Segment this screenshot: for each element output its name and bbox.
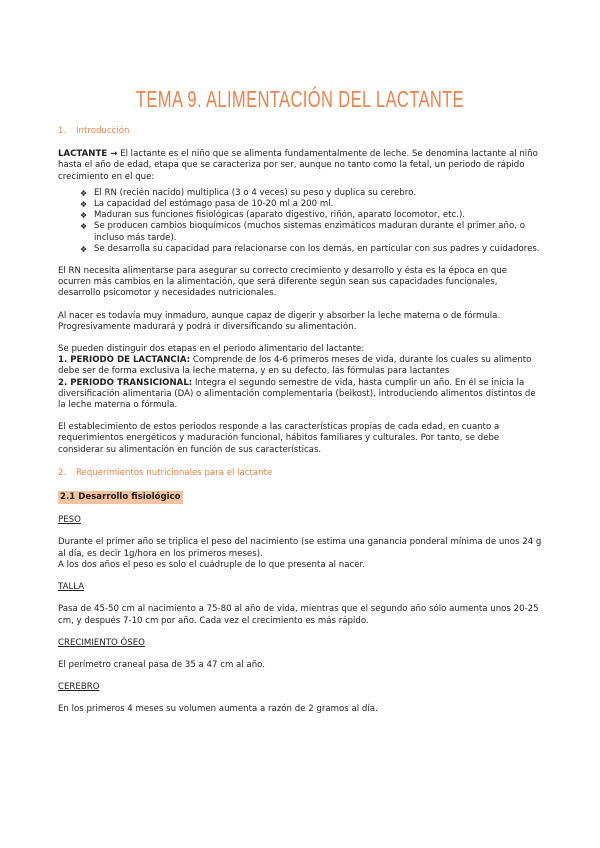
paragraph-cerebro: En los primeros 4 meses su volumen aumenta a razón de 2 gramos al día.: [58, 704, 378, 715]
growth-bullet-list: [58, 188, 542, 255]
highlighted-subsection-title: 2.1 Desarrollo fisiológico: [58, 491, 183, 504]
lactante-text: El lactante es el niño que se alimenta fundamentalmente de leche. Se denomina lactante al niño hasta el año de edad, etapa que se caracteriza por ser, aunque no tanto como la fetal, un periodo de rápido crecimiento en el que:: [58, 149, 538, 182]
etapas-intro: Se pueden distinguir dos etapas en el periodo alimentario del lactante:: [58, 344, 365, 355]
etapa-transicional: 2. PERIODO TRANSICIONAL: Integra el segundo semestre de vida, hasta cumplir un año. En él se inicia la diversificación alimentaria (DA) o alimentación complementaria (beikost), introduciendo alimentos distintos de la leche materna o fórmula.: [58, 377, 536, 411]
section-number: 2.: [58, 467, 67, 478]
paragraph-rn: El RN necesita alimentarse para asegurar su correcto crecimiento y desarrollo y ésta es la época en que ocurren más cambios en la alimentación, que será diferente según sean sus capacidades funcionales, desarrollo psicomotor y necesidades nutricionales.: [58, 266, 508, 299]
document-body: [58, 126, 542, 716]
diamond-bullet-icon: ❖: [80, 222, 88, 232]
section-heading-introduccion: [58, 126, 542, 137]
document-title: TEMA 9. ALIMENTACIÓN DEL LACTANTE: [135, 86, 465, 112]
lactante-definition: [58, 149, 542, 183]
lactante-term: LACTANTE →: [58, 149, 118, 160]
list-item: ❖ Maduran sus funciones fisiológicas (aparato digestivo, riñón, aparato locomotor, etc.).: [80, 210, 466, 221]
paragraph-peso: Durante el primer año se triplica el peso del nacimiento (se estima una ganancia ponderal mínima de unos 24 g al día, es decir 1g/hora en los primeros meses).: [58, 537, 542, 559]
paragraph-peso-2: A los dos años el peso es solo el cuádruple de lo que presenta al nacer.: [58, 559, 365, 570]
section-number: 1.: [58, 126, 67, 136]
diamond-bullet-icon: ❖: [80, 188, 88, 198]
heading-talla: TALLA: [58, 582, 85, 593]
section-title: Requerimientos nutricionales para el lactante: [76, 467, 273, 478]
heading-crecimiento-oseo: CRECIMIENTO ÓSEO: [58, 637, 145, 648]
heading-cerebro: CEREBRO: [58, 682, 100, 693]
subsection-heading: [58, 491, 542, 504]
paragraph-inmaduro: Al nacer es todavía muy inmaduro, aunque capaz de digerir y absorber la leche materna o de fórmula. Progresivamente madurará y podrá ir diversificando su alimentación.: [58, 310, 501, 332]
paragraph-establecimiento: El establecimiento de estos periodos responde a las características propias de cada edad, en cuanto a requerimientos energéticos y maduración funcional, hábitos familiares y culturales. Por tanto, se debe considerar su alimentación en función de sus características.: [58, 422, 500, 455]
section-heading-requerimientos: [58, 468, 542, 479]
section-title: Introducción: [76, 126, 130, 136]
list-item: ❖ Se producen cambios bioquímicos (muchos sistemas enzimáticos maduran durante el primer año, o incluso más tarde).: [80, 221, 525, 243]
etapa-lactancia: 1. PERIODO DE LACTANCIA: Comprende de los 4-6 primeros meses de vida, durante los cuales su alimento debe ser de forma exclusiva la leche materna, y en su defecto, las fórmulas para lactantes: [58, 355, 532, 377]
list-item: ❖ El RN (recién nacido) multiplica (3 o 4 veces) su peso y duplica su cerebro.: [80, 187, 416, 198]
diamond-bullet-icon: ❖: [80, 211, 88, 221]
list-item: ❖ Se desarrolla su capacidad para relacionarse con los demás, en particular con sus padres y cuidadores.: [80, 243, 540, 254]
diamond-bullet-icon: ❖: [80, 244, 88, 254]
heading-peso: PESO: [58, 515, 81, 526]
list-item: ❖ La capacidad del estómago pasa de 10-20 ml a 200 ml.: [80, 199, 334, 210]
paragraph-talla: Pasa de 45-50 cm al nacimiento a 75-80 al año de vida, mientras que el segundo año sólo aumenta unos 20-25 cm, y después 7-10 cm por año. Cada vez el crecimiento es más rápido.: [58, 604, 539, 626]
paragraph-crecimiento-oseo: El perímetro craneal pasa de 35 a 47 cm al año.: [58, 659, 265, 670]
diamond-bullet-icon: ❖: [80, 200, 88, 210]
